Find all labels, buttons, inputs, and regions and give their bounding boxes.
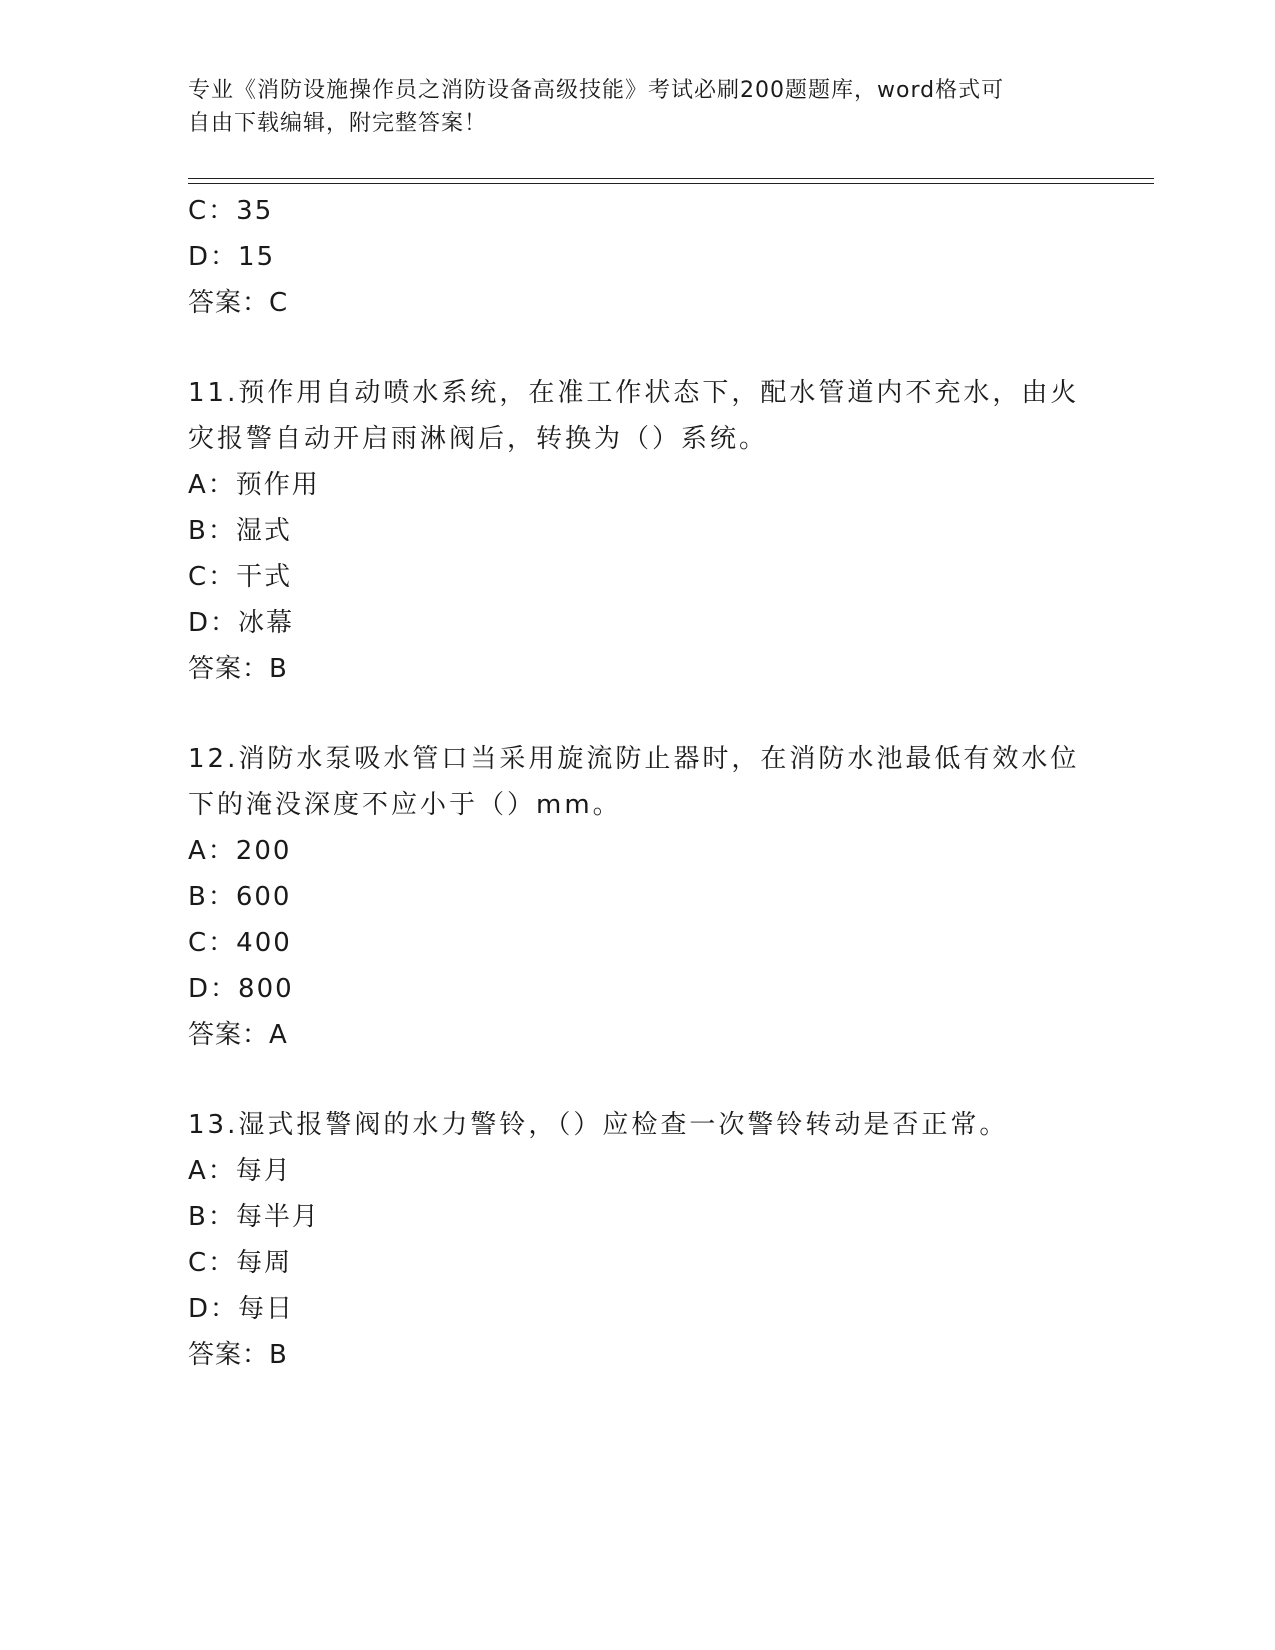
document-body (188, 188, 1118, 1378)
question-text (188, 736, 1088, 828)
option-text: 400 (236, 928, 292, 958)
answer: 答案：B (188, 654, 288, 684)
option-d (188, 966, 1118, 1012)
question-line: 灾报警自动开启雨淋阀后，转换为（）系统。 (188, 424, 769, 454)
option-key: D： (188, 974, 239, 1004)
header-line-2: 自由下载编辑，附完整答案！ (188, 111, 488, 136)
option-b (188, 874, 1118, 920)
option-key: C： (188, 196, 237, 226)
option-b (188, 508, 1118, 554)
option-d (188, 234, 1118, 280)
option-text: 800 (238, 974, 294, 1004)
option-text: 干式 (236, 562, 293, 592)
question-line: 下的淹没深度不应小于（）mm。 (188, 790, 622, 820)
option-d (188, 600, 1118, 646)
answer: 答案：C (188, 288, 289, 318)
option-key: D： (188, 608, 239, 638)
option-d (188, 1286, 1118, 1332)
option-text: 每半月 (235, 1202, 320, 1232)
option-key: C： (188, 928, 237, 958)
option-key: A： (188, 836, 236, 866)
option-c (188, 554, 1118, 600)
spacer (188, 326, 1118, 370)
spacer (188, 692, 1118, 736)
option-a (188, 1148, 1118, 1194)
option-text: 每月 (235, 1156, 292, 1186)
question-13 (188, 1102, 1118, 1378)
option-a (188, 828, 1118, 874)
option-a (188, 462, 1118, 508)
option-text: 预作用 (235, 470, 320, 500)
option-key: D： (188, 242, 239, 272)
option-c (188, 1240, 1118, 1286)
header-divider (188, 178, 1154, 179)
question-line: 11.预作用自动喷水系统，在准工作状态下，配水管道内不充水，由火 (188, 378, 1080, 408)
header-line-1: 专业《消防设施操作员之消防设备高级技能》考试必刷200题题库，word格式可 (188, 78, 1005, 103)
option-key: B： (188, 1202, 236, 1232)
previous-question-tail (188, 188, 1118, 326)
option-text: 600 (235, 882, 292, 912)
option-key: B： (188, 516, 236, 546)
question-text (188, 370, 1088, 462)
option-text: 35 (236, 196, 274, 226)
option-text: 湿式 (235, 516, 292, 546)
spacer (188, 1058, 1118, 1102)
document-header (188, 74, 1088, 140)
option-key: B： (188, 882, 236, 912)
question-line: 13.湿式报警阀的水力警铃，（）应检查一次警铃转动是否正常。 (188, 1110, 1009, 1140)
question-text (188, 1102, 1088, 1148)
option-text: 每周 (236, 1248, 293, 1278)
answer: 答案：A (188, 1020, 288, 1050)
option-key: D： (188, 1294, 239, 1324)
answer: 答案：B (188, 1340, 288, 1370)
question-12 (188, 736, 1118, 1058)
question-line: 12.消防水泵吸水管口当采用旋流防止器时，在消防水池最低有效水位 (188, 744, 1080, 774)
option-text: 15 (238, 242, 276, 272)
option-text: 200 (235, 836, 292, 866)
header-divider-secondary (188, 183, 1154, 184)
option-key: A： (188, 1156, 236, 1186)
option-key: C： (188, 562, 237, 592)
option-key: A： (188, 470, 236, 500)
option-text: 每日 (238, 1294, 295, 1324)
option-b (188, 1194, 1118, 1240)
question-11 (188, 370, 1118, 692)
option-c (188, 920, 1118, 966)
option-c (188, 188, 1118, 234)
option-text: 冰幕 (238, 608, 295, 638)
option-key: C： (188, 1248, 237, 1278)
